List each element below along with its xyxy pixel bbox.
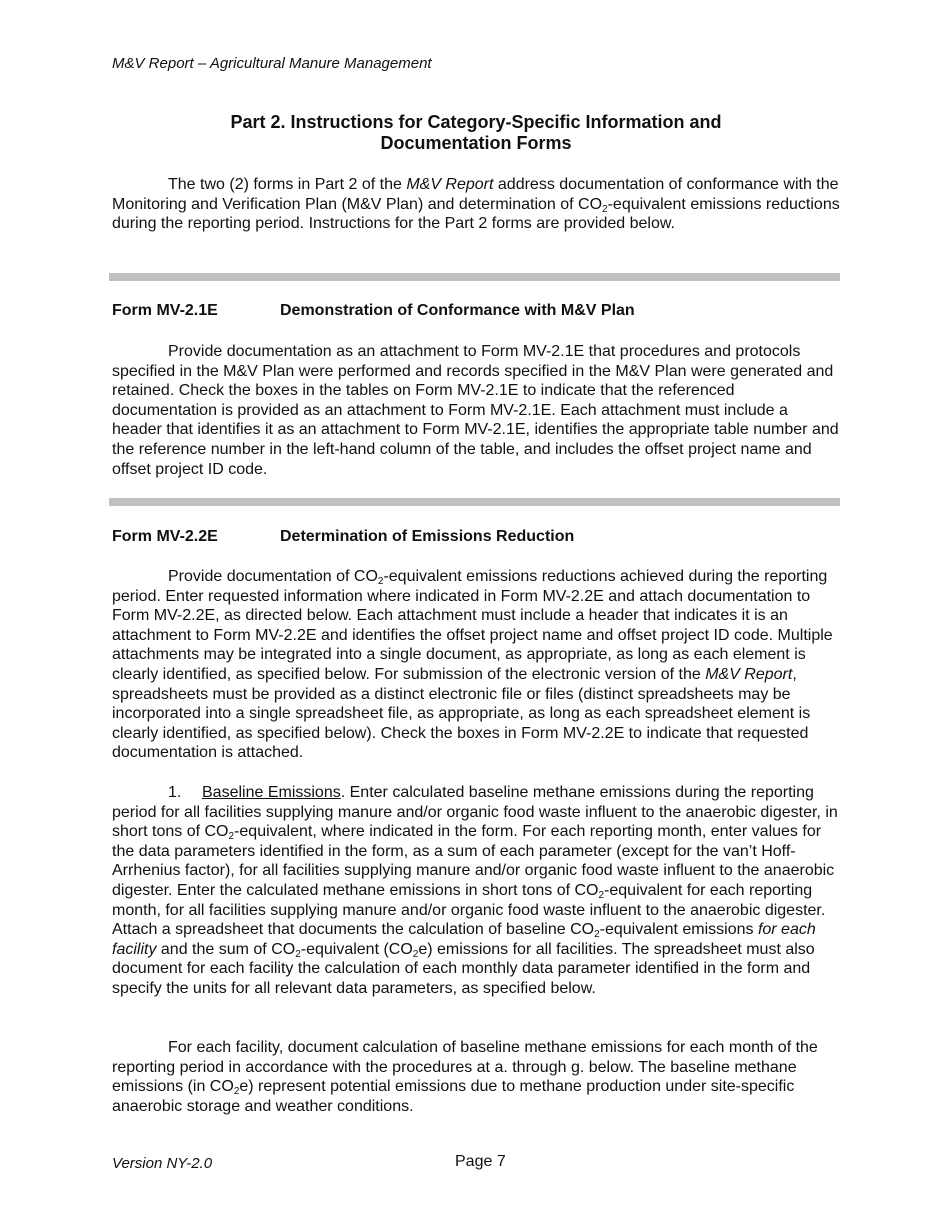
running-header: M&V Report – Agricultural Manure Management [112,55,432,72]
facility-calculation-paragraph: For each facility, document calculation of baseline methane emissions for each month of the reporting period in accordance with the procedures at a. through g. below. The baseline methane emissions (in $CO_2e$) represent potential emissions due to methane production under site-specific anaerobic storage and weather conditions. [112,1039,818,1115]
form-mv-21e-heading [112,302,635,320]
form-code: Form MV-2.2E [112,528,218,545]
part-title [112,112,840,154]
item-label: Baseline Emissions [202,784,341,801]
form-title: Determination of Emissions Reduction [280,528,575,545]
footer-page-number: Page 7 [455,1153,506,1170]
section-divider [109,498,840,506]
part-title-line-2: Documentation Forms [380,133,572,153]
part-title-line-1: Part 2. Instructions for Category-Specific Information and [230,112,722,132]
form-mv-22e-body: Provide documentation of $CO_2$-equivalent emissions reductions achieved during the reporting period. Enter requested information where indicated in Form MV-2.2E and attach documentation to Form MV-2.2E, as directed below. Each attachment must include a header that indicates it is an attachment to Form MV-2.2E and identifies the offset project name and offset project ID code. Multiple attachments may be integrated into a single document, as appropriate, as long as each element is clearly identified, as specified below. For submission of the electronic version of the M&V Report, spreadsheets must be provided as a distinct electronic file or files (distinct spreadsheets may be incorporated into a single spreadsheet file, as appropriate, as long as each spreadsheet element is clearly identified, as specified below). Check the boxes in Form MV-2.2E to indicate that requested documentation is attached. [112,568,833,762]
footer-version: Version NY-2.0 [112,1155,213,1172]
baseline-emissions-item: 1. Baseline Emissions. Enter calculated baseline methane emissions during the reporting period for all facilities supplying manure and/or organic food waste influent to the anaerobic digester, in short tons of $CO_2$-equivalent, where indicated in the form. For each reporting month, enter values for the data parameters identified in the form, as a sum of each parameter (except for the van’t Hoff-Arrhenius factor), for all facilities supplying manure and/or organic food waste influent to the anaerobic digester. Enter the calculated methane emissions in short tons of $CO_2$-equivalent for each reporting month, for all facilities supplying manure and/or organic food waste influent to the anaerobic digester. Attach a spreadsheet that documents the calculation of baseline $CO_2$-equivalent emissions for each facility and the sum of $CO_2$-equivalent $(CO_2e)$ emissions for all facilities. The spreadsheet must also document for each facility the calculation of each monthly data parameter identified in the form and specify the units for all relevant data parameters, as specified below. [112,784,838,997]
form-title: Demonstration of Conformance with M&V Plan [280,302,635,319]
intro-paragraph: The two (2) forms in Part 2 of the M&V Report address documentation of conformance with the Monitoring and Verification Plan (M&V Plan) and determination of $CO_2$-equivalent emissions reductions during the reporting period. Instructions for the Part 2 forms are provided below. [112,176,840,233]
section-divider [109,273,840,281]
list-number: 1. [168,784,182,801]
form-code: Form MV-2.1E [112,302,218,319]
form-mv-22e-heading [112,528,574,546]
form-mv-21e-body: Provide documentation as an attachment to Form MV-2.1E that procedures and protocols specified in the M&V Plan were performed and records specified in the M&V Plan were generated and retained. Check the boxes in the tables on Form MV-2.1E to indicate that the referenced documentation is provided as an attachment to Form MV-2.1E. Each attachment must include a header that identifies it as an attachment to Form MV-2.1E, identifies the appropriate table number and the reference number in the left-hand column of the table, and includes the offset project name and offset project ID code. [112,343,839,478]
